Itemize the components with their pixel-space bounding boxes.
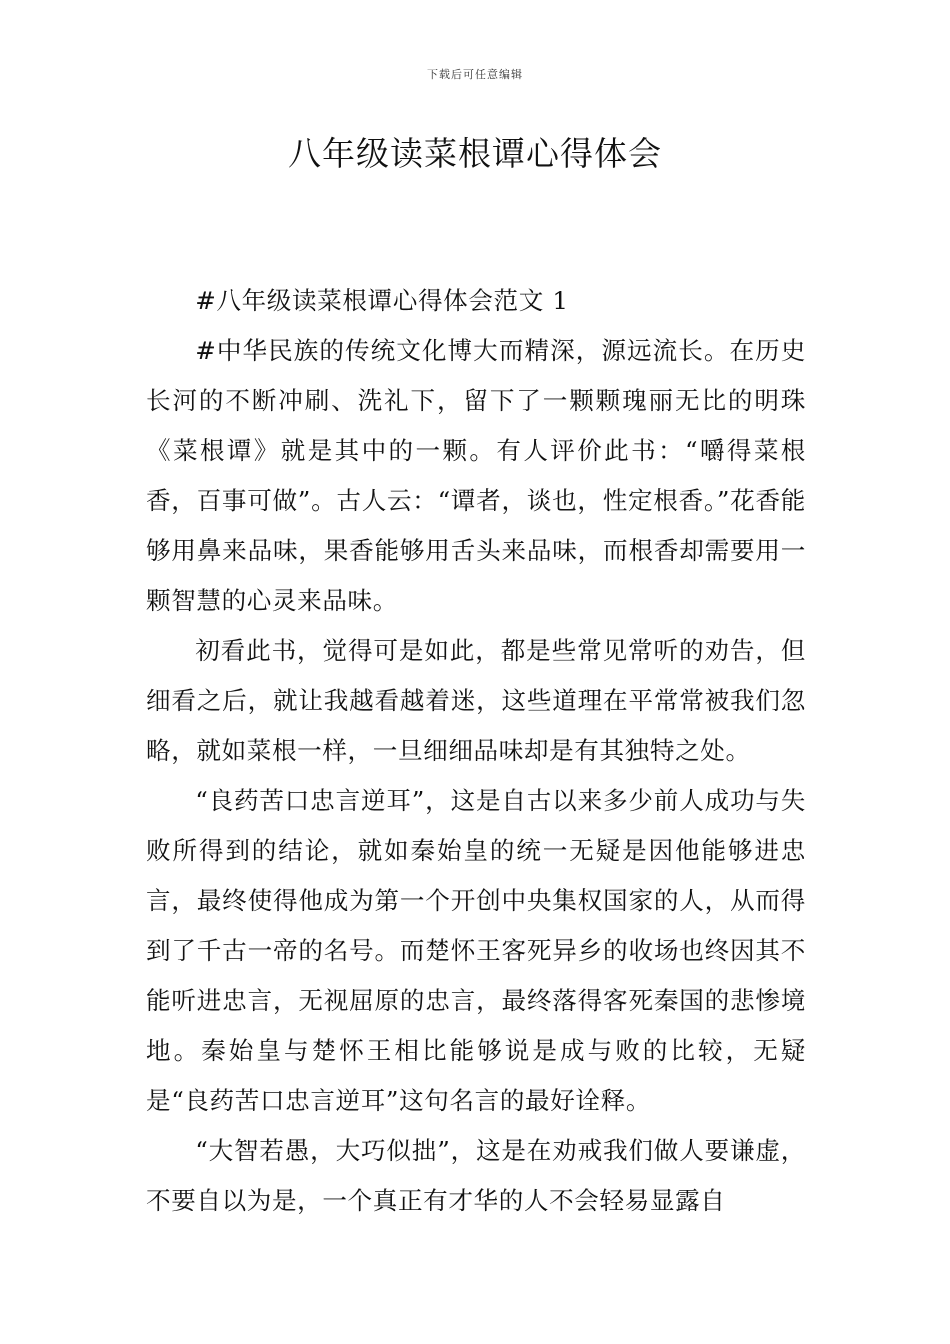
body-paragraph: “良药苦口忠言逆耳”，这是自古以来多少前人成功与失败所得到的结论，就如秦始皇的统一无疑是因他能够进忠言，最终使得他成为第一个开创中央集权国家的人，从而得到了千古一帝的名号。而楚怀王客死异乡的收场也终因其不能听进忠言，无视屈原的忠言，最终落得客死秦国的悲惨境地。秦始皇与楚怀王相比能够说是成与败的比较，无疑是“良药苦口忠言逆耳”这句名言的最好诠释。	[146, 786, 806, 1115]
document-body	[146, 276, 806, 1226]
section-heading: #八年级读菜根谭心得体会范文 1	[195, 286, 569, 315]
header-note: 下载后可任意编辑	[427, 68, 523, 81]
body-paragraph: #中华民族的传统文化博大而精深，源远流长。在历史长河的不断冲刷、洗礼下，留下了一颗颗瑰丽无比的明珠《菜根谭》就是其中的一颗。有人评价此书：“嚼得菜根香，百事可做”。古人云：“谭者，谈也，性定根香。”花香能够用鼻来品味，果香能够用舌头来品味，而根香却需要用一颗智慧的心灵来品味。	[146, 336, 806, 615]
document-title: 八年级读菜根谭心得体会	[288, 134, 662, 173]
body-paragraph: “大智若愚，大巧似拙”，这是在劝戒我们做人要谦虚，不要自以为是，一个真正有才华的人不会轻易显露自	[146, 1136, 806, 1215]
body-paragraph: 初看此书，觉得可是如此，都是些常见常听的劝告，但细看之后，就让我越看越着迷，这些道理在平常常被我们忽略，就如菜根一样，一旦细细品味却是有其独特之处。	[146, 636, 806, 765]
